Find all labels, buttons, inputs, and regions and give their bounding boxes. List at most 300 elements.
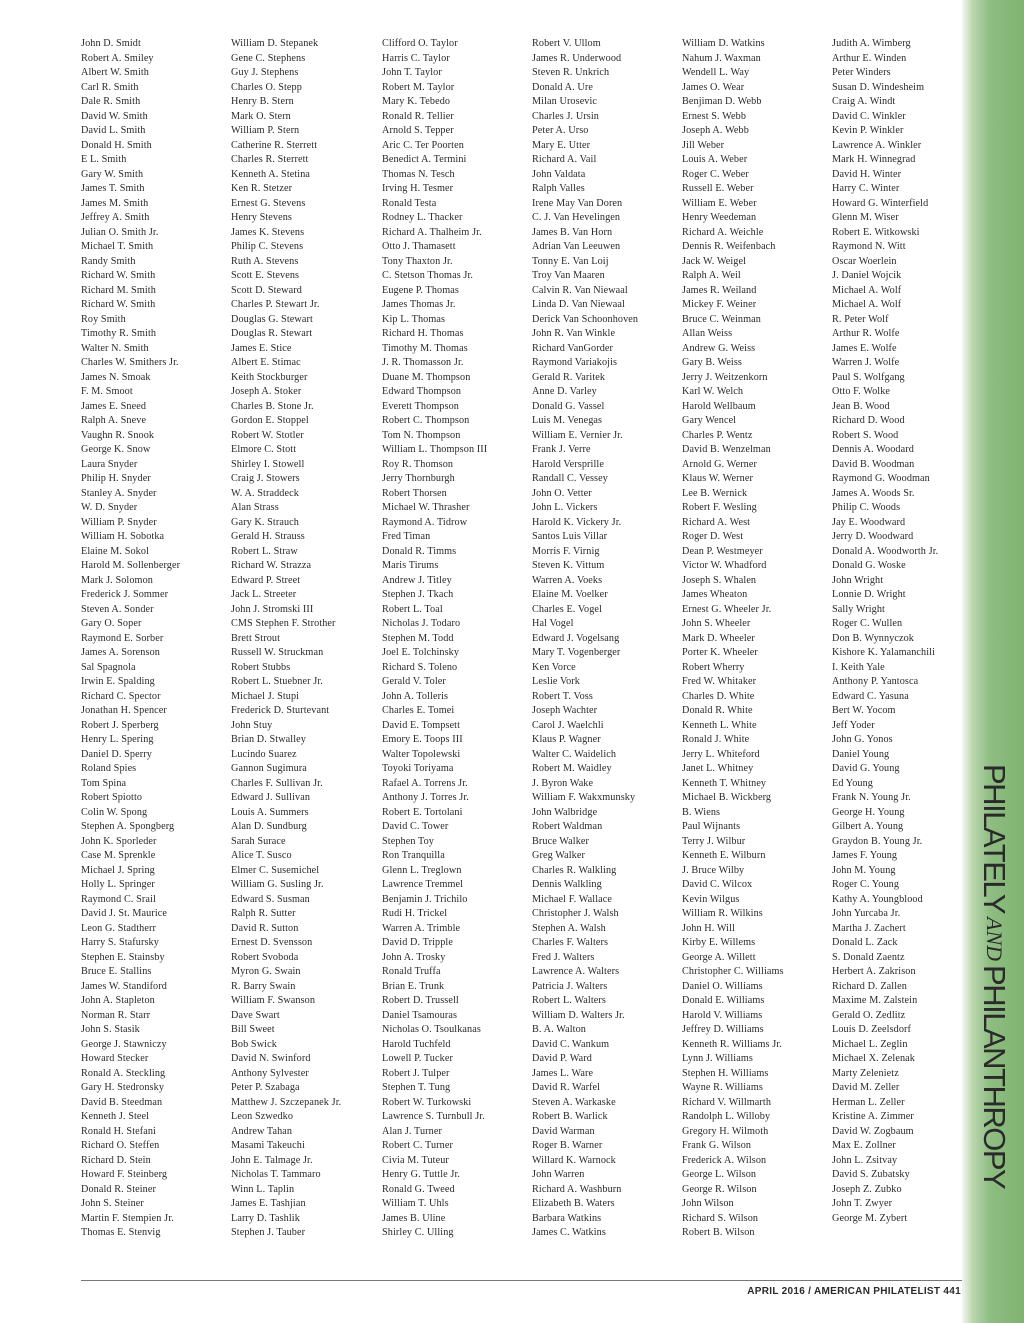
donor-name: Stephen J. Tkach bbox=[382, 589, 454, 600]
donor-name: Mark D. Wheeler bbox=[682, 632, 755, 644]
donor-name: Raymond G. Woodman bbox=[832, 473, 930, 484]
donor-name: Donald R. White bbox=[682, 705, 753, 716]
donor-name: Richard C. Spector bbox=[81, 690, 161, 702]
donor-name: Donald A. Ure bbox=[532, 81, 593, 93]
donor-name: John K. Sporleder bbox=[81, 835, 157, 847]
donor-name: James W. Standiford bbox=[81, 980, 167, 992]
donor-name: Tom N. Thompson bbox=[382, 429, 461, 441]
name-column-3 bbox=[382, 37, 532, 1241]
donor-name: Daniel Young bbox=[832, 748, 890, 760]
donor-name: Patricia J. Walters bbox=[532, 980, 608, 992]
donor-name: Robert B. Wilson bbox=[682, 1227, 755, 1238]
donor-name: Elaine M. Voelker bbox=[532, 589, 608, 600]
donor-name: Mickey F. Weiner bbox=[682, 299, 757, 310]
donor-name: Norman R. Starr bbox=[81, 1009, 151, 1021]
donor-name: Catherine R. Sterrett bbox=[231, 139, 318, 151]
donor-name: Harold M. Sollenberger bbox=[81, 560, 181, 571]
donor-name: Richard W. Smith bbox=[81, 270, 156, 281]
donor-name: Maxime M. Zalstein bbox=[832, 995, 918, 1006]
donor-name: Irene May Van Doren bbox=[532, 197, 623, 209]
donor-name: Arnold G. Werner bbox=[682, 458, 757, 470]
name-column-5 bbox=[682, 37, 832, 1241]
donor-name: R. Peter Wolf bbox=[832, 313, 889, 325]
donor-name: Civia M. Tuteur bbox=[382, 1154, 449, 1166]
donor-name: William D. Stepanek bbox=[231, 38, 319, 49]
donor-name: Alan J. Turner bbox=[382, 1125, 442, 1137]
donor-name: Gary W. Smith bbox=[81, 168, 144, 180]
donor-name: Steven A. Warkaske bbox=[532, 1096, 616, 1108]
donor-name: Shirley I. Stowell bbox=[231, 458, 305, 470]
donor-name: Howard Stecker bbox=[81, 1053, 149, 1064]
donor-name: Robert C. Thompson bbox=[382, 415, 470, 426]
donor-name: Jeffrey A. Smith bbox=[81, 212, 150, 223]
donor-name: George M. Zybert bbox=[832, 1212, 908, 1224]
donor-name: Richard S. Wilson bbox=[682, 1212, 759, 1224]
donor-name: James R. Underwood bbox=[532, 52, 622, 64]
donor-name: Robert W. Stotler bbox=[231, 429, 304, 441]
donor-name: David C. Winkler bbox=[832, 110, 906, 122]
donor-name: Ronald G. Tweed bbox=[382, 1183, 455, 1195]
donor-name: CMS Stephen F. Strother bbox=[231, 618, 336, 629]
donor-name: Glenn L. Treglown bbox=[382, 864, 462, 876]
donor-name: Roger D. West bbox=[682, 531, 744, 542]
donor-name: Willard K. Warnock bbox=[532, 1154, 616, 1166]
donor-name: Jack L. Streeter bbox=[231, 589, 297, 600]
donor-name: Stephen E. Stainsby bbox=[81, 951, 165, 963]
donor-name: J. R. Thomasson Jr. bbox=[382, 357, 464, 368]
donor-name: Charles W. Smithers Jr. bbox=[81, 357, 179, 368]
donor-name: James E. Tashjian bbox=[231, 1198, 306, 1209]
donor-name: Steven R. Unkrich bbox=[532, 67, 610, 78]
donor-name: Tom Spina bbox=[81, 777, 127, 789]
donor-name: Richard A. Thalheim Jr. bbox=[382, 226, 482, 238]
donor-name: Edward S. Susman bbox=[231, 893, 310, 905]
donor-name: Stephen J. Tauber bbox=[231, 1227, 306, 1238]
donor-name: C. Stetson Thomas Jr. bbox=[382, 270, 474, 281]
donor-name: James Thomas Jr. bbox=[382, 299, 456, 310]
donor-name: Albert W. Smith bbox=[81, 67, 150, 78]
donor-name: Jonathan H. Spencer bbox=[81, 705, 167, 716]
donor-name: Nicholas J. Todaro bbox=[382, 618, 461, 629]
donor-name: David B. Woodman bbox=[832, 458, 915, 470]
donor-name: David L. Smith bbox=[81, 125, 146, 136]
donor-name: Joseph A. Stoker bbox=[231, 386, 302, 397]
donor-name: Robert B. Warlick bbox=[532, 1111, 608, 1122]
donor-name: David B. Steedman bbox=[81, 1096, 163, 1108]
donor-name: Ken R. Stetzer bbox=[231, 183, 293, 194]
donor-name: John L. Zsitvay bbox=[832, 1154, 898, 1166]
sidebar-title-philanthropy: PHILANTHROPY bbox=[977, 965, 1012, 1189]
donor-name: Gregory H. Wilmoth bbox=[682, 1125, 769, 1137]
donor-name: Dale R. Smith bbox=[81, 96, 141, 107]
footer-divider bbox=[81, 1280, 962, 1281]
donor-name: Frank N. Young Jr. bbox=[832, 792, 911, 803]
donor-name: Andrew Tahan bbox=[231, 1125, 293, 1137]
donor-name: Steven K. Vittum bbox=[532, 560, 605, 571]
donor-name: Robert Wherry bbox=[682, 661, 745, 673]
donor-name: Kevin Wilgus bbox=[682, 893, 740, 905]
donor-name: Edward C. Yasuna bbox=[832, 690, 909, 702]
donor-name: George J. Stawniczy bbox=[81, 1038, 167, 1050]
donor-name: Robert W. Turkowski bbox=[382, 1096, 472, 1108]
donor-name: Edward Thompson bbox=[382, 386, 462, 397]
donor-name: Daniel Tsamouras bbox=[382, 1009, 458, 1021]
donor-name: Linda D. Van Niewaal bbox=[532, 299, 625, 310]
donor-name: John L. Vickers bbox=[532, 502, 598, 513]
donor-name: Ralph A. Weil bbox=[682, 270, 741, 281]
donor-name: William R. Wilkins bbox=[682, 908, 763, 919]
donor-name: Gordon E. Stoppel bbox=[231, 415, 309, 426]
donor-name: Otto J. Thamasett bbox=[382, 241, 456, 252]
donor-name: Masami Takeuchi bbox=[231, 1140, 305, 1151]
donor-name: Judith A. Wimberg bbox=[832, 38, 911, 49]
donor-name: Duane M. Thompson bbox=[382, 371, 471, 383]
donor-name: Roger B. Warner bbox=[532, 1140, 603, 1151]
donor-name: Clifford O. Taylor bbox=[382, 38, 458, 49]
donor-name: James A. Woods Sr. bbox=[832, 487, 915, 499]
donor-name: Lonnie D. Wright bbox=[832, 589, 906, 600]
donor-name: James E. Sneed bbox=[81, 400, 147, 412]
donor-name: James L. Ware bbox=[532, 1067, 594, 1079]
donor-name: Henry Stevens bbox=[231, 212, 292, 223]
donor-name: Howard F. Steinberg bbox=[81, 1169, 168, 1180]
donor-name: Stephen A. Walsh bbox=[532, 922, 606, 934]
donor-name: I. Keith Yale bbox=[832, 661, 885, 673]
donor-name: Peter Winders bbox=[832, 67, 891, 78]
donor-name: Charles E. Vogel bbox=[532, 603, 602, 615]
donor-name: Donald L. Zack bbox=[832, 937, 898, 948]
donor-name: Graydon B. Young Jr. bbox=[832, 835, 923, 847]
donor-name: John Valdata bbox=[532, 168, 586, 180]
donor-name: James M. Smith bbox=[81, 197, 149, 209]
donor-name: Fred J. Walters bbox=[532, 951, 595, 963]
donor-name: Roger C. Wullen bbox=[832, 618, 903, 629]
donor-name: Leslie Vork bbox=[532, 676, 580, 687]
donor-name: Porter K. Wheeler bbox=[682, 647, 758, 658]
donor-name: Gene C. Stephens bbox=[231, 52, 306, 64]
donor-name: Karl W. Welch bbox=[682, 386, 744, 397]
donor-name: Jerry D. Woodward bbox=[832, 531, 914, 542]
donor-name: Randolph L. Willoby bbox=[682, 1111, 771, 1122]
donor-name: Donald H. Smith bbox=[81, 139, 152, 151]
donor-name: Gilbert A. Young bbox=[832, 821, 904, 832]
donor-name: Sarah Surace bbox=[231, 835, 286, 847]
donor-name: Elizabeth B. Waters bbox=[532, 1198, 615, 1209]
donor-name: Alan Strass bbox=[231, 502, 279, 513]
donor-name: Henry G. Tuttle Jr. bbox=[382, 1169, 461, 1180]
donor-name: John S. Stasik bbox=[81, 1024, 140, 1035]
donor-name: Robert E. Tortolani bbox=[382, 806, 463, 818]
donor-name: Aric C. Ter Poorten bbox=[382, 139, 464, 151]
donor-name: John H. Will bbox=[682, 922, 735, 934]
donor-name: Martha J. Zachert bbox=[832, 922, 906, 934]
donor-name: Charles R. Walkling bbox=[532, 864, 617, 876]
donor-name: George H. Young bbox=[832, 806, 905, 818]
donor-name: Michael A. Wolf bbox=[832, 284, 902, 296]
donor-name: David J. St. Maurice bbox=[81, 908, 168, 919]
donor-name: John E. Talmage Jr. bbox=[231, 1154, 313, 1166]
donor-name: James C. Watkins bbox=[532, 1227, 606, 1238]
donor-name: Craig J. Stowers bbox=[231, 473, 300, 484]
donor-name: John A. Tolleris bbox=[382, 690, 449, 702]
donor-name: Douglas R. Stewart bbox=[231, 328, 313, 339]
donor-name: Kenneth A. Stetina bbox=[231, 168, 311, 180]
donor-name: Don B. Wynnyczok bbox=[832, 632, 915, 644]
donor-name: Timothy M. Thomas bbox=[382, 342, 468, 354]
donor-name: Elmore C. Stott bbox=[231, 444, 297, 455]
donor-name: Rodney L. Thacker bbox=[382, 212, 463, 223]
donor-name: James N. Smoak bbox=[81, 371, 151, 383]
donor-name: Louis A. Summers bbox=[231, 806, 309, 818]
donor-name: Frederick D. Sturtevant bbox=[231, 705, 330, 716]
donor-name: Richard S. Toleno bbox=[382, 661, 458, 673]
donor-name: Jill Weber bbox=[682, 139, 725, 151]
donor-name: Michael B. Wickberg bbox=[682, 792, 772, 803]
donor-name: James A. Sorenson bbox=[81, 647, 160, 658]
donor-name: David P. Ward bbox=[532, 1053, 592, 1064]
donor-name: Holly L. Springer bbox=[81, 879, 155, 890]
donor-name: Harold Versprille bbox=[532, 458, 604, 470]
sidebar-title-and: AND bbox=[982, 917, 1007, 962]
donor-name: David W. Smith bbox=[81, 110, 148, 122]
donor-name: Christopher C. Williams bbox=[682, 966, 784, 977]
donor-name: Milan Urosevic bbox=[532, 96, 598, 107]
donor-name: Mary T. Vogenberger bbox=[532, 647, 621, 658]
donor-name: Luis M. Venegas bbox=[532, 415, 603, 426]
donor-name: Scott D. Steward bbox=[231, 284, 302, 296]
donor-name: Ronald H. Stefani bbox=[81, 1125, 156, 1137]
donor-name: Robert L. Straw bbox=[231, 545, 298, 557]
donor-name: Craig A. Windt bbox=[832, 96, 896, 107]
donor-name: Brian E. Trunk bbox=[382, 980, 445, 992]
donor-name: Donald E. Williams bbox=[682, 995, 765, 1006]
donor-name: William L. Thompson III bbox=[382, 444, 488, 455]
donor-name: Randy Smith bbox=[81, 255, 136, 267]
donor-name: Richard D. Wood bbox=[832, 415, 905, 426]
donor-name: Gary K. Strauch bbox=[231, 516, 299, 528]
donor-name: Shirley C. Ulling bbox=[382, 1227, 454, 1238]
donor-name: Nicholas O. Tsoulkanas bbox=[382, 1024, 481, 1035]
donor-name: Rafael A. Torrens Jr. bbox=[382, 777, 468, 789]
donor-name: Robert J. Sperberg bbox=[81, 719, 159, 731]
donor-name: Charles P. Wentz bbox=[682, 429, 753, 441]
donor-name: John A. Stapleton bbox=[81, 995, 155, 1006]
donor-name: Donald A. Woodworth Jr. bbox=[832, 545, 939, 557]
donor-name: David E. Tompsett bbox=[382, 719, 461, 731]
donor-name: Charles E. Tomei bbox=[382, 705, 455, 716]
donor-name: Harold V. Williams bbox=[682, 1009, 763, 1021]
donor-name: Timothy R. Smith bbox=[81, 328, 157, 339]
donor-name: Bill Sweet bbox=[231, 1024, 275, 1035]
donor-name: Irwin E. Spalding bbox=[81, 676, 155, 687]
donor-name: Fred W. Whitaker bbox=[682, 676, 757, 687]
donor-name: Warren J. Wolfe bbox=[832, 357, 900, 368]
donor-name: John Wilson bbox=[682, 1198, 734, 1209]
donor-name: John J. Stromski III bbox=[231, 603, 314, 615]
donor-name: Dave Swart bbox=[231, 1009, 280, 1021]
donor-name: Harold K. Vickery Jr. bbox=[532, 516, 622, 528]
donor-name: Bruce Walker bbox=[532, 835, 590, 847]
donor-name: John Yurcaba Jr. bbox=[832, 908, 901, 919]
donor-name: Sally Wright bbox=[832, 603, 885, 615]
donor-name: Adrian Van Leeuwen bbox=[532, 241, 621, 252]
donor-name: James K. Stevens bbox=[231, 226, 305, 238]
donor-name: Richard D. Zallen bbox=[832, 980, 907, 992]
donor-name: John S. Steiner bbox=[81, 1198, 144, 1209]
donor-name: Charles P. Stewart Jr. bbox=[231, 299, 320, 310]
donor-name: Keith Stockburger bbox=[231, 371, 308, 383]
donor-name: Robert L. Toal bbox=[382, 603, 443, 615]
donor-name: Henry Weedeman bbox=[682, 212, 757, 223]
donor-name: John R. Van Winkle bbox=[532, 328, 616, 339]
donor-name: Warren A. Trimble bbox=[382, 922, 461, 934]
donor-name: Joseph S. Whalen bbox=[682, 574, 757, 586]
donor-name: Michael W. Thrasher bbox=[382, 502, 470, 513]
donor-name: B. A. Walton bbox=[532, 1024, 586, 1035]
donor-name: R. Barry Swain bbox=[231, 980, 296, 992]
sidebar-title-philately: PHILATELY bbox=[977, 764, 1012, 914]
donor-name: Charles O. Stepp bbox=[231, 81, 302, 93]
donor-name: Lee B. Wernick bbox=[682, 487, 748, 499]
donor-name: Anne D. Varley bbox=[532, 386, 597, 397]
donor-name: Dean P. Westmeyer bbox=[682, 545, 763, 557]
donor-name: Philip C. Woods bbox=[832, 502, 901, 513]
donor-name: Richard VanGorder bbox=[532, 342, 614, 354]
donor-name: Ken Vorce bbox=[532, 661, 576, 673]
donor-name: Paul S. Wolfgang bbox=[832, 371, 905, 383]
donor-name: Richard A. Weichle bbox=[682, 226, 764, 238]
donor-name: Christopher J. Walsh bbox=[532, 908, 619, 919]
donor-name: Jack W. Weigel bbox=[682, 255, 747, 267]
donor-name: Richard W. Strazza bbox=[231, 560, 312, 571]
donor-name: Brian D. Stwalley bbox=[231, 734, 306, 745]
donor-name: Raymond N. Witt bbox=[832, 241, 906, 252]
donor-name: Harry C. Winter bbox=[832, 183, 900, 194]
donor-name: Wayne R. Williams bbox=[682, 1082, 763, 1093]
donor-name: Janet L. Whitney bbox=[682, 763, 754, 774]
donor-name: Roy R. Thomson bbox=[382, 458, 454, 470]
page-number: 441 bbox=[943, 1286, 961, 1297]
donor-name: Jeff Yoder bbox=[832, 719, 875, 731]
donor-name: Barbara Watkins bbox=[532, 1212, 602, 1224]
donor-name: James E. Stice bbox=[231, 342, 292, 354]
donor-name: David B. Wenzelman bbox=[682, 444, 771, 455]
donor-name: Roger C. Young bbox=[832, 879, 900, 890]
donor-name: Kenneth R. Williams Jr. bbox=[682, 1038, 782, 1050]
donor-name: Terry J. Wilbur bbox=[682, 835, 746, 847]
page-footer bbox=[747, 1286, 961, 1297]
donor-name: Ron Tranquilla bbox=[382, 850, 445, 861]
donor-name: Mark J. Solomon bbox=[81, 574, 153, 586]
donor-name: Marty Zelenietz bbox=[832, 1067, 899, 1079]
donor-name: George K. Snow bbox=[81, 444, 151, 455]
donor-name: David H. Winter bbox=[832, 168, 902, 180]
donor-name: Ronald Truffa bbox=[382, 966, 441, 977]
donor-name-columns bbox=[81, 37, 961, 1237]
donor-name: Harris C. Taylor bbox=[382, 52, 450, 64]
donor-name: Lawrence S. Turnbull Jr. bbox=[382, 1111, 485, 1122]
donor-name: Douglas G. Stewart bbox=[231, 313, 313, 325]
donor-name: Michael J. Spring bbox=[81, 864, 155, 876]
donor-name: Harold Tuchfeld bbox=[382, 1038, 451, 1050]
donor-name: Troy Van Maaren bbox=[532, 270, 605, 281]
donor-name: Glenn M. Wiser bbox=[832, 212, 899, 223]
donor-name: Stephen T. Tung bbox=[382, 1082, 451, 1093]
donor-name: Robert L. Stuebner Jr. bbox=[231, 676, 323, 687]
donor-name: Ronald J. White bbox=[682, 734, 750, 745]
donor-name: Elmer C. Susemichel bbox=[231, 864, 320, 876]
donor-name: Toyoki Toriyama bbox=[382, 763, 454, 774]
donor-name: Carol J. Waelchli bbox=[532, 719, 604, 731]
donor-name: Roger C. Weber bbox=[682, 168, 749, 180]
donor-name: Robert L. Walters bbox=[532, 995, 606, 1006]
donor-name: Joel E. Tolchinsky bbox=[382, 647, 460, 658]
donor-name: David N. Swinford bbox=[231, 1053, 311, 1064]
donor-name: Howard G. Winterfield bbox=[832, 197, 929, 209]
donor-name: Morris F. Virnig bbox=[532, 545, 600, 557]
donor-name: Julian O. Smith Jr. bbox=[81, 226, 159, 238]
donor-name: Jerry Thornburgh bbox=[382, 473, 455, 484]
donor-name: Donald R. Steiner bbox=[81, 1183, 156, 1195]
donor-name: W. A. Straddeck bbox=[231, 487, 299, 499]
donor-name: David S. Zubatsky bbox=[832, 1169, 910, 1180]
donor-name: Walter C. Waidelich bbox=[532, 748, 617, 760]
donor-name: Randall C. Vessey bbox=[532, 473, 608, 484]
donor-name: Allan Weiss bbox=[682, 328, 733, 339]
donor-name: Matthew J. Szczepanek Jr. bbox=[231, 1096, 342, 1108]
donor-name: Nahum J. Waxman bbox=[682, 52, 761, 64]
donor-name: Richard A. Washburn bbox=[532, 1183, 622, 1195]
donor-name: Brett Strout bbox=[231, 632, 281, 644]
donor-name: Stephen Toy bbox=[382, 835, 434, 847]
donor-name: Robert C. Turner bbox=[382, 1140, 453, 1151]
donor-name: Arthur E. Winden bbox=[832, 52, 907, 64]
donor-name: Richard O. Steffen bbox=[81, 1140, 160, 1151]
donor-name: Mark H. Winnegrad bbox=[832, 154, 916, 165]
donor-name: Colin W. Spong bbox=[81, 806, 148, 818]
donor-name: Peter A. Urso bbox=[532, 125, 589, 136]
donor-name: Kathy A. Youngblood bbox=[832, 893, 923, 905]
donor-name: Joseph A. Webb bbox=[682, 125, 749, 136]
donor-name: Kenneth L. White bbox=[682, 719, 757, 731]
donor-name: Richard D. Stein bbox=[81, 1154, 151, 1166]
donor-name: Ernest G. Stevens bbox=[231, 197, 306, 209]
donor-name: David R. Sutton bbox=[231, 922, 299, 934]
donor-name: Klaus P. Wagner bbox=[532, 734, 601, 745]
donor-name: Bert W. Yocom bbox=[832, 705, 896, 716]
donor-name: Lawrence A. Walters bbox=[532, 966, 620, 977]
donor-name: Michael T. Smith bbox=[81, 241, 154, 252]
donor-name: Guy J. Stephens bbox=[231, 67, 299, 78]
donor-name: Stanley A. Snyder bbox=[81, 487, 157, 499]
donor-name: Everett Thompson bbox=[382, 400, 459, 412]
donor-name: Ralph Valles bbox=[532, 183, 585, 194]
donor-name: Harry S. Stafursky bbox=[81, 937, 159, 948]
donor-name: Richard W. Smith bbox=[81, 299, 156, 310]
donor-name: Louis D. Zeelsdorf bbox=[832, 1024, 912, 1035]
donor-name: Robert Svoboda bbox=[231, 951, 299, 963]
donor-name: Michael F. Wallace bbox=[532, 893, 613, 905]
donor-name: Gerald V. Toler bbox=[382, 676, 446, 687]
donor-name: Jeffrey D. Williams bbox=[682, 1024, 764, 1035]
donor-name: James R. Weiland bbox=[682, 284, 757, 296]
donor-name: Robert Stubbs bbox=[231, 661, 291, 673]
donor-name: Louis A. Weber bbox=[682, 154, 748, 165]
donor-name: James E. Wolfe bbox=[832, 342, 897, 354]
donor-name: Herbert A. Zakrison bbox=[832, 966, 916, 977]
donor-name: Frank G. Wilson bbox=[682, 1140, 752, 1151]
donor-name: Ronald Testa bbox=[382, 197, 437, 209]
